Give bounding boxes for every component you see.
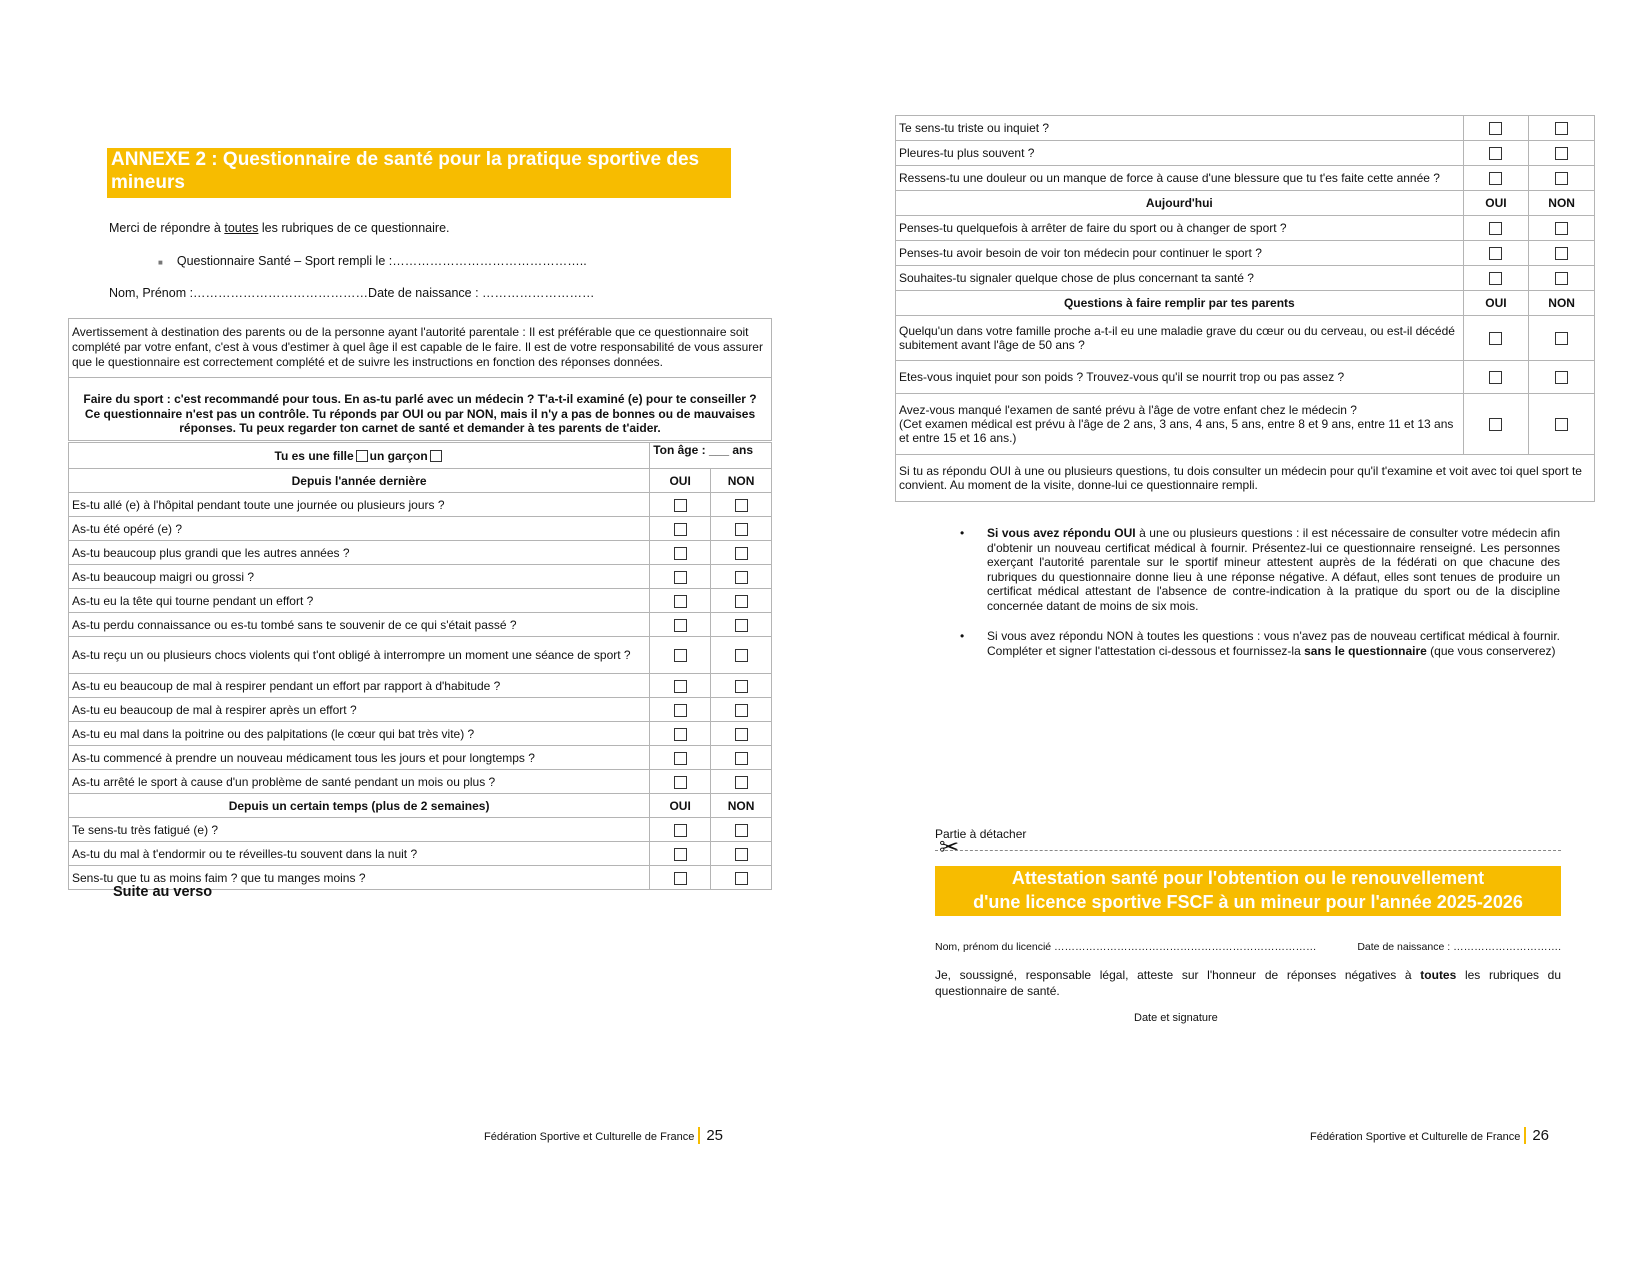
question-row: As-tu commencé à prendre un nouveau médicament tous les jours et pour longtemps ? (69, 746, 650, 770)
question-row: As-tu arrêté le sport à cause d'un problème de santé pendant un mois ou plus ? (69, 770, 650, 794)
age-cell[interactable]: Ton âge : ___ ans (650, 443, 772, 469)
non-checkbox[interactable] (735, 680, 748, 693)
scissors-icon: ✂ (939, 834, 960, 861)
oui-checkbox[interactable] (674, 523, 687, 536)
question-row: As-tu eu beaucoup de mal à respirer après un effort ? (69, 698, 650, 722)
non-checkbox[interactable] (735, 728, 748, 741)
non-checkbox[interactable] (735, 571, 748, 584)
question-row: Ressens-tu une douleur ou un manque de force à cause d'une blessure que tu t'es faite cette année ? (896, 166, 1464, 191)
oui-checkbox[interactable] (674, 649, 687, 662)
question-row: As-tu été opéré (e) ? (69, 517, 650, 541)
non-checkbox[interactable] (735, 595, 748, 608)
footer-page-26: Fédération Sportive et Culturelle de France 26 (1310, 1127, 1550, 1144)
filled-date-line: ■ Questionnaire Santé – Sport rempli le :……………………………………….. (158, 254, 587, 268)
non-checkbox[interactable] (735, 824, 748, 837)
non-checkbox[interactable] (735, 649, 748, 662)
cut-line (935, 850, 1561, 851)
question-row: Pleures-tu plus souvent ? (896, 141, 1464, 166)
oui-checkbox[interactable] (1489, 418, 1502, 431)
boy-checkbox[interactable] (430, 450, 442, 462)
date-signature-label: Date et signature (1134, 1012, 1218, 1024)
question-row: As-tu beaucoup plus grandi que les autres années ? (69, 541, 650, 565)
questions-table-2 (895, 115, 1595, 502)
oui-checkbox[interactable] (674, 547, 687, 560)
question-row: Avez-vous manqué l'examen de santé prévu à l'âge de votre enfant chez le médecin ? (Cet examen médical est prévu à l'âge de 2 ans, 3 ans, 4 ans, 5 ans, entre 8 et 9 ans, entre 11 et 13 ans et entre 15 et 16 ans.) (896, 394, 1464, 455)
non-checkbox[interactable] (1555, 247, 1568, 260)
non-checkbox[interactable] (1555, 272, 1568, 285)
oui-checkbox[interactable] (1489, 122, 1502, 135)
question-row: Etes-vous inquiet pour son poids ? Trouvez-vous qu'il se nourrit trop ou pas assez ? (896, 361, 1464, 394)
oui-checkbox[interactable] (674, 848, 687, 861)
oui-header: OUI (1463, 191, 1529, 216)
section-recent: Depuis un certain temps (plus de 2 semaines) (69, 794, 650, 818)
non-checkbox[interactable] (1555, 332, 1568, 345)
questions-table-1 (68, 442, 772, 890)
question-row: Quelqu'un dans votre famille proche a-t-il eu une maladie grave du cœur ou du cerveau, ou est-il décédé subitement avant l'âge de 50 ans ? (896, 316, 1464, 361)
question-row: Sens-tu que tu as moins faim ? que tu manges moins ? (69, 866, 650, 890)
non-checkbox[interactable] (735, 523, 748, 536)
oui-checkbox[interactable] (674, 752, 687, 765)
question-row: As-tu perdu connaissance ou es-tu tombé sans te souvenir de ce qui s'était passé ? (69, 613, 650, 637)
licensee-line (935, 941, 1561, 953)
oui-checkbox[interactable] (1489, 272, 1502, 285)
question-row: Penses-tu avoir besoin de voir ton médecin pour continuer le sport ? (896, 241, 1464, 266)
attestation-title: Attestation santé pour l'obtention ou le renouvellement d'une licence sportive FSCF à un mineur pour l'année 2025-2026 (935, 866, 1561, 916)
oui-checkbox[interactable] (1489, 147, 1502, 160)
section-last-year: Depuis l'année dernière (69, 469, 650, 493)
page-title: ANNEXE 2 : Questionnaire de santé pour la pratique sportive des mineurs (107, 148, 731, 198)
non-checkbox[interactable] (1555, 172, 1568, 185)
non-checkbox[interactable] (735, 547, 748, 560)
non-header: NON (711, 794, 772, 818)
bullet-icon: ■ (158, 258, 163, 267)
name-birth-line: Nom, Prénom :……………………………………Date de naissance : ……………………… (109, 286, 595, 300)
attestation-text: Je, soussigné, responsable légal, atteste sur l'honneur de réponses négatives à toutes les rubriques du questionnaire de santé. (935, 968, 1562, 998)
non-checkbox[interactable] (735, 752, 748, 765)
question-row: As-tu reçu un ou plusieurs chocs violents qui t'ont obligé à interrompre un moment une séance de sport ? (69, 637, 650, 674)
gender-cell: Tu es une fille un garçon (69, 443, 650, 469)
instructions-text: Merci de répondre à toutes les rubriques de ce questionnaire. (109, 221, 450, 235)
section-parents: Questions à faire remplir par tes parents (896, 291, 1464, 316)
non-checkbox[interactable] (735, 704, 748, 717)
question-row: As-tu eu mal dans la poitrine ou des palpitations (le cœur qui bat très vite) ? (69, 722, 650, 746)
bullet-non: • Si vous avez répondu NON à toutes les questions : vous n'avez pas de nouveau certificat médical à fournir. Compléter et signer l'attestation ci-dessous et fournissez-la sans le questionnaire (que vous conserverez) (960, 629, 1560, 658)
oui-advice: Si tu as répondu OUI à une ou plusieurs questions, tu dois consulter un médecin pour qu'il t'examine et voit avec toi quel sport te convient. Au moment de la visite, donne-lui ce questionnaire rempli. (896, 455, 1595, 502)
non-checkbox[interactable] (735, 499, 748, 512)
non-checkbox[interactable] (735, 776, 748, 789)
instructions-list (960, 526, 1560, 658)
oui-checkbox[interactable] (674, 824, 687, 837)
licensee-name-field[interactable]: Nom, prénom du licencié ………………………………………………………………… (935, 941, 1317, 953)
birthdate-field[interactable]: Date de naissance : …………………………. (1357, 941, 1561, 953)
parent-warning: Avertissement à destination des parents ou de la personne ayant l'autorité parentale : Il est préférable que ce questionnaire soit complété par votre enfant, c'est à vous d'estimer à quel âge il est capable de le faire. Il est de votre responsabilité de vous assurer que le questionnaire est correctement complété et de suivre les instructions en fonction des réponses données. (69, 319, 771, 378)
oui-checkbox[interactable] (674, 776, 687, 789)
page-number: 25 (698, 1127, 723, 1144)
non-header: NON (1529, 291, 1595, 316)
oui-checkbox[interactable] (674, 595, 687, 608)
question-row: As-tu eu la tête qui tourne pendant un effort ? (69, 589, 650, 613)
question-row: As-tu eu beaucoup de mal à respirer pendant un effort par rapport à d'habitude ? (69, 674, 650, 698)
bullet-oui: • Si vous avez répondu OUI à une ou plusieurs questions : il est nécessaire de consulter votre médecin afin d'obtenir un nouveau certificat médical à fournir. Présentez-lui ce questionnaire renseigné. Les personnes exerçant l'autorité parentale sur le sportif mineur attestent auprès de la fédérati on que chacune des rubriques du questionnaire donne lieu à une réponse négative. A défaut, elles sont tenues de produire un certificat médical attestant de l'absence de contre-indication à la pratique du sport ou de la discipline concernée datant de moins de six mois. (960, 526, 1560, 613)
oui-checkbox[interactable] (1489, 247, 1502, 260)
footer-page-25: Fédération Sportive et Culturelle de France 25 (484, 1127, 724, 1144)
non-checkbox[interactable] (1555, 371, 1568, 384)
oui-checkbox[interactable] (674, 680, 687, 693)
oui-checkbox[interactable] (674, 499, 687, 512)
questionnaire-box (68, 318, 772, 441)
oui-header: OUI (650, 794, 711, 818)
non-checkbox[interactable] (1555, 147, 1568, 160)
oui-checkbox[interactable] (1489, 222, 1502, 235)
oui-header: OUI (1463, 291, 1529, 316)
non-checkbox[interactable] (735, 619, 748, 632)
non-checkbox[interactable] (735, 848, 748, 861)
oui-checkbox[interactable] (1489, 172, 1502, 185)
non-checkbox[interactable] (1555, 418, 1568, 431)
page-number: 26 (1524, 1127, 1549, 1144)
question-row: Souhaites-tu signaler quelque chose de plus concernant ta santé ? (896, 266, 1464, 291)
oui-checkbox[interactable] (674, 872, 687, 885)
oui-checkbox[interactable] (674, 571, 687, 584)
question-row: As-tu du mal à t'endormir ou te réveilles-tu souvent dans la nuit ? (69, 842, 650, 866)
intro-text: Faire du sport : c'est recommandé pour tous. En as-tu parlé avec un médecin ? T'a-t-il examiné (e) pour te conseiller ? Ce questionnaire n'est pas un contrôle. Tu réponds par OUI ou par NON, mais il n'y a pas de bonnes ou de mauvaises réponses. Tu peux regarder ton carnet de santé et demander à tes parents de t'aider. (83, 392, 757, 435)
question-row: As-tu beaucoup maigri ou grossi ? (69, 565, 650, 589)
oui-checkbox[interactable] (1489, 332, 1502, 345)
oui-checkbox[interactable] (1489, 371, 1502, 384)
oui-checkbox[interactable] (674, 619, 687, 632)
non-header: NON (1529, 191, 1595, 216)
non-checkbox[interactable] (735, 872, 748, 885)
question-row: Te sens-tu très fatigué (e) ? (69, 818, 650, 842)
non-header: NON (711, 469, 772, 493)
girl-checkbox[interactable] (356, 450, 368, 462)
oui-checkbox[interactable] (674, 704, 687, 717)
question-row: Es-tu allé (e) à l'hôpital pendant toute une journée ou plusieurs jours ? (69, 493, 650, 517)
oui-header: OUI (650, 469, 711, 493)
question-row: Penses-tu quelquefois à arrêter de faire du sport ou à changer de sport ? (896, 216, 1464, 241)
continue-note: Suite au verso (113, 884, 213, 900)
question-row: Te sens-tu triste ou inquiet ? (896, 116, 1464, 141)
detach-label: Partie à détacher (935, 827, 1027, 841)
non-checkbox[interactable] (1555, 122, 1568, 135)
section-today: Aujourd'hui (896, 191, 1464, 216)
oui-checkbox[interactable] (674, 728, 687, 741)
non-checkbox[interactable] (1555, 222, 1568, 235)
